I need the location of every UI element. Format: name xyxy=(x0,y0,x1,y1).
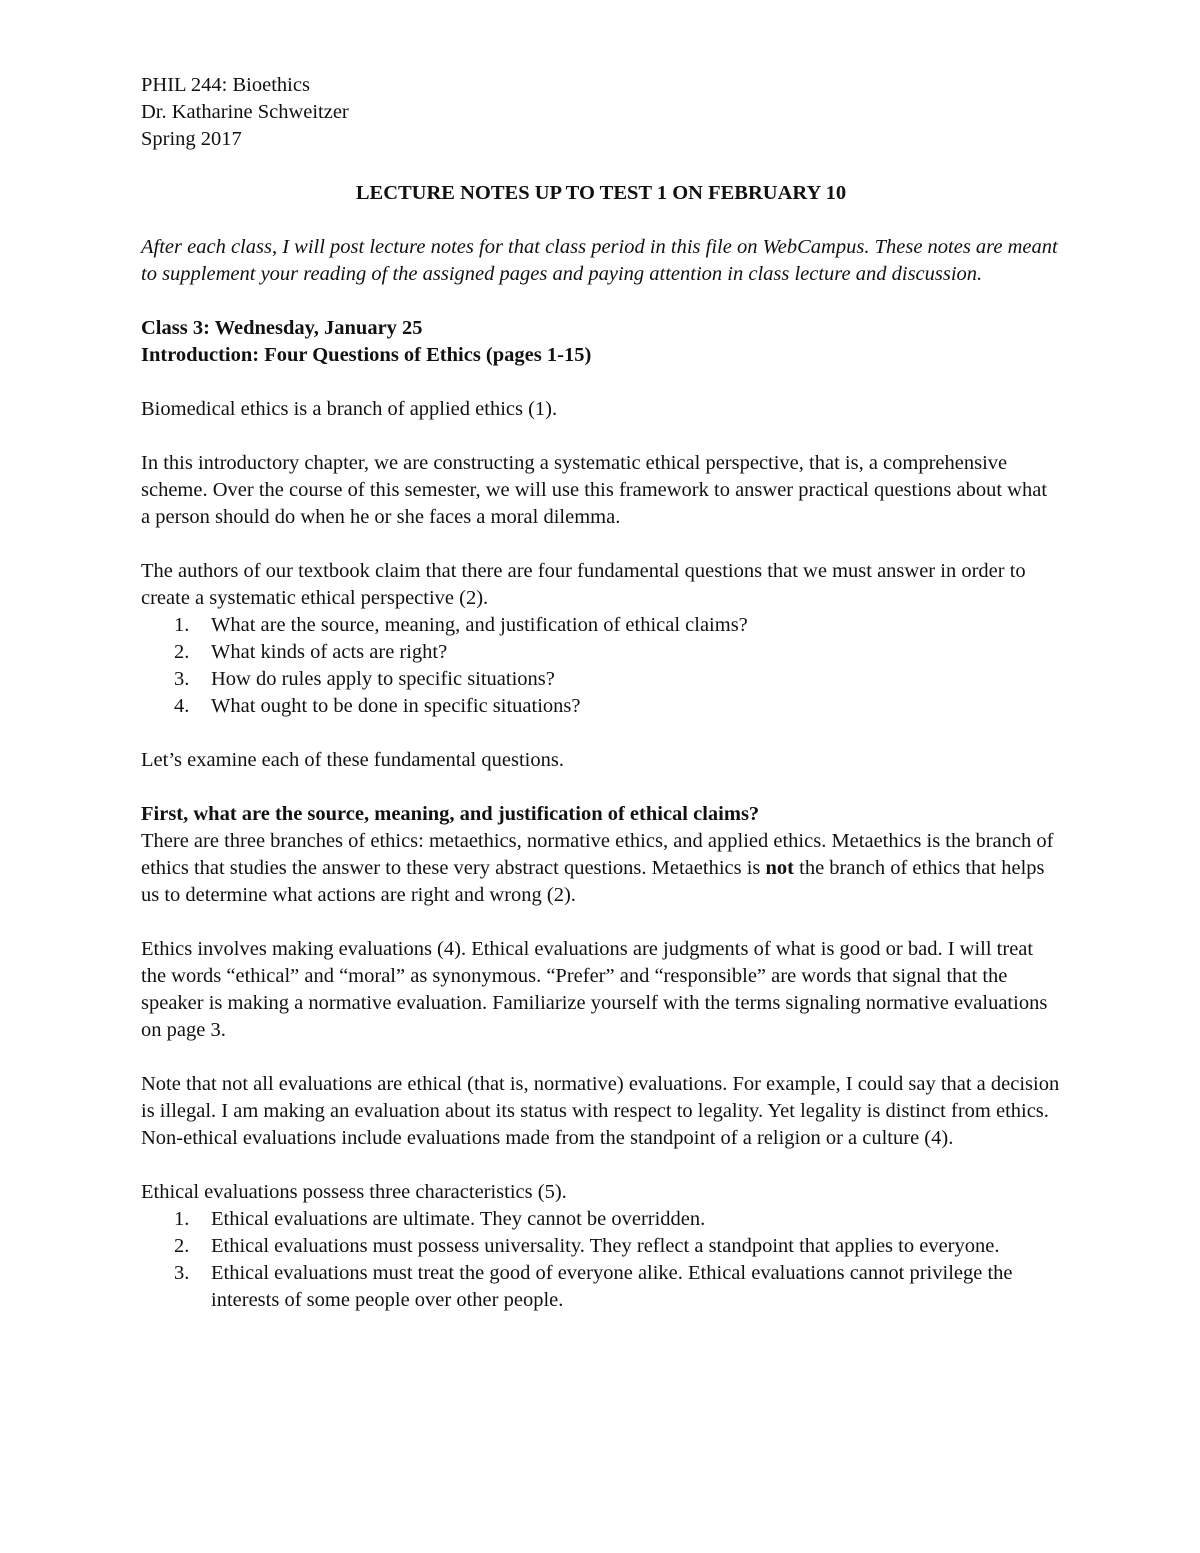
paragraph-non-ethical: Note that not all evaluations are ethical (that is, normative) evaluations. For example, I could say that a decision is illegal. I am making an evaluation about its status with respect to legality. Yet legality is distinct from ethics. Non-ethical evaluations include evaluations made from the standpoint of a religion or a culture (4). xyxy=(141,1073,1060,1149)
list-item xyxy=(174,1233,1061,1260)
list-item-text: Ethical evaluations must treat the good of everyone alike. Ethical evaluations cannot privilege the interests of some people over other people. xyxy=(211,1262,1013,1311)
document-header xyxy=(141,72,1061,153)
paragraph-examine: Let’s examine each of these fundamental questions. xyxy=(141,749,564,771)
list-item xyxy=(174,639,1061,666)
four-questions-list xyxy=(141,612,1061,720)
paragraph-characteristics: Ethical evaluations possess three characteristics (5). xyxy=(141,1181,567,1203)
list-item xyxy=(174,612,1061,639)
list-item-number: 4. xyxy=(174,695,190,717)
list-item-text: How do rules apply to specific situations? xyxy=(211,668,555,690)
first-question-heading: First, what are the source, meaning, and justification of ethical claims? xyxy=(141,803,760,825)
list-item-text: Ethical evaluations are ultimate. They cannot be overridden. xyxy=(211,1208,706,1230)
paragraph-metaethics-part-b: the branch of ethics that helps us to determine what actions are right and wrong (2). xyxy=(141,857,1045,906)
characteristics-list xyxy=(141,1206,1061,1314)
class-heading: Class 3: Wednesday, January 25 xyxy=(141,317,423,339)
list-item xyxy=(174,1260,1061,1314)
emphasis-not: not xyxy=(765,857,795,879)
paragraph-four-questions: The authors of our textbook claim that there are four fundamental questions that we must answer in order to create a systematic ethical perspective (2). xyxy=(141,560,1026,609)
list-item-number: 3. xyxy=(174,668,190,690)
paragraph-systematic-perspective: In this introductory chapter, we are constructing a systematic ethical perspective, that is, a comprehensive scheme. Over the course of this semester, we will use this framework to answer practical questions about what a person should do when he or she faces a moral dilemma. xyxy=(141,452,1048,528)
list-item-text: Ethical evaluations must possess universality. They reflect a standpoint that applies to everyone. xyxy=(211,1235,1000,1257)
document-page xyxy=(141,72,1061,1314)
term: Spring 2017 xyxy=(141,128,242,150)
paragraph-metaethics xyxy=(141,828,1061,909)
instructor-name: Dr. Katharine Schweitzer xyxy=(141,101,349,123)
list-item xyxy=(174,1206,1061,1233)
course-name: PHIL 244: Bioethics xyxy=(141,74,310,96)
list-item-text: What are the source, meaning, and justification of ethical claims? xyxy=(211,614,748,636)
list-item xyxy=(174,666,1061,693)
paragraph-applied-ethics: Biomedical ethics is a branch of applied ethics (1). xyxy=(141,398,558,420)
list-item-number: 3. xyxy=(174,1262,190,1284)
list-item-text: What ought to be done in specific situations? xyxy=(211,695,581,717)
list-item-text: What kinds of acts are right? xyxy=(211,641,448,663)
intro-paragraph: After each class, I will post lecture notes for that class period in this file on WebCampus. These notes are meant to supplement your reading of the assigned pages and paying attention in class lecture and discussion. xyxy=(141,236,1058,285)
list-item xyxy=(174,693,1061,720)
list-item-number: 1. xyxy=(174,1208,190,1230)
class-heading-block xyxy=(141,315,1061,369)
list-item-number: 1. xyxy=(174,614,190,636)
list-item-number: 2. xyxy=(174,641,190,663)
document-title: LECTURE NOTES UP TO TEST 1 ON FEBRUARY 10 xyxy=(355,182,847,204)
list-item-number: 2. xyxy=(174,1235,190,1257)
paragraph-evaluations: Ethics involves making evaluations (4). Ethical evaluations are judgments of what is good or bad. I will treat the words “ethical” and “moral” as synonymous. “Prefer” and “responsible” are words that signal that the speaker is making a normative evaluation. Familiarize yourself with the terms signaling normative evaluations on page 3. xyxy=(141,938,1048,1041)
paragraph-metaethics-part-a: There are three branches of ethics: metaethics, normative ethics, and applied ethics. Metaethics is the branch of ethics that studies the answer to these very abstract questions. Metaethics is xyxy=(141,830,1054,879)
section-heading: Introduction: Four Questions of Ethics (pages 1-15) xyxy=(141,344,592,366)
